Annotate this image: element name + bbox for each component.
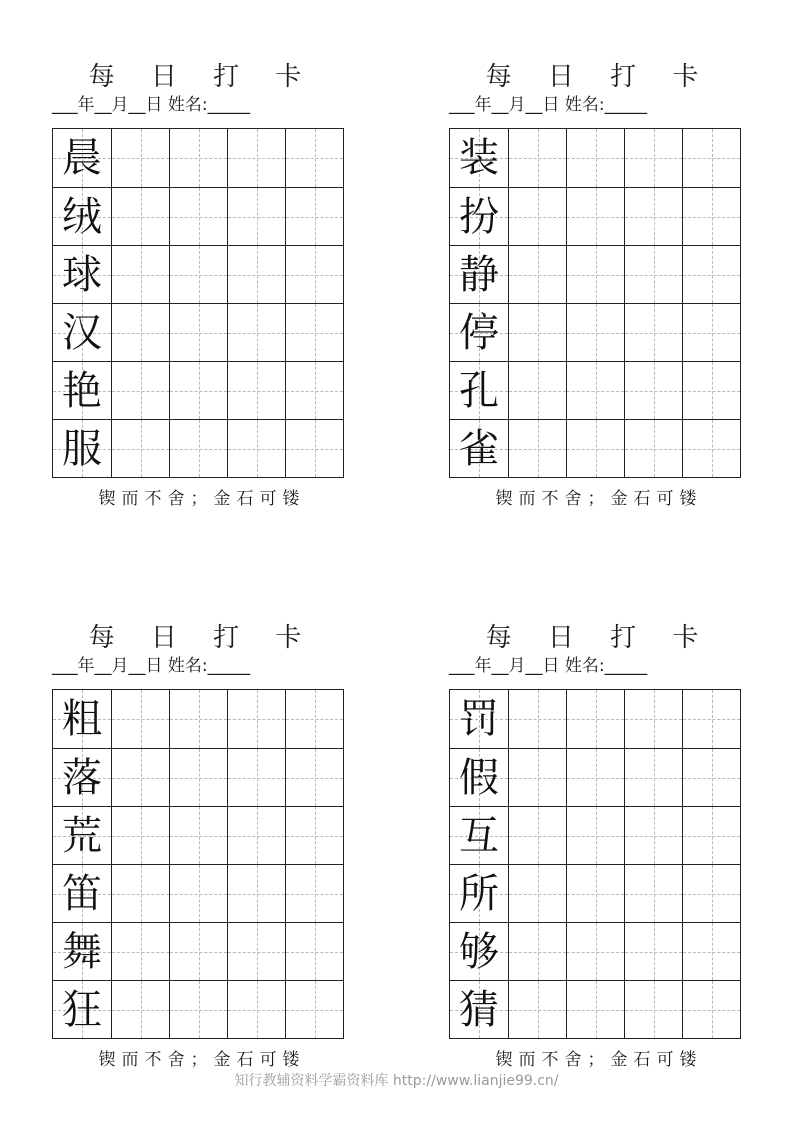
grid-cell [566,865,624,922]
grid-row [450,361,740,419]
grid-row [450,245,740,303]
grid-cell [169,981,227,1038]
grid-cell [111,188,169,245]
grid-cell [566,129,624,187]
practice-character: 球 [62,252,102,298]
writing-grid [52,689,344,1039]
grid-cell [450,981,508,1038]
practice-character: 汉 [62,310,102,356]
grid-cell [450,749,508,806]
practice-character: 艳 [62,368,102,414]
grid-cell [508,923,566,980]
practice-character: 舞 [62,929,102,975]
grid-cell [111,749,169,806]
grid-cell [169,807,227,864]
grid-cell [450,690,508,748]
grid-cell [169,923,227,980]
card-title: 每 日 打 卡 [485,62,713,92]
grid-cell [450,246,508,303]
grid-cell [169,129,227,187]
grid-row [53,864,343,922]
grid-cell [111,129,169,187]
practice-character: 扮 [459,194,499,240]
grid-cell [227,246,285,303]
date-name-line: ___年__月__日 姓名:_____ [449,656,648,676]
grid-cell [285,865,343,922]
grid-cell [285,188,343,245]
grid-cell [285,981,343,1038]
grid-cell [227,362,285,419]
grid-cell [227,749,285,806]
grid-cell [169,188,227,245]
grid-cell [450,129,508,187]
practice-character: 罚 [459,696,499,742]
grid-row [53,129,343,187]
grid-cell [227,807,285,864]
grid-cell [169,865,227,922]
grid-cell [624,981,682,1038]
grid-cell [682,420,740,477]
grid-cell [227,690,285,748]
grid-cell [111,690,169,748]
grid-cell [111,865,169,922]
practice-character: 狂 [62,987,102,1033]
grid-row [53,361,343,419]
grid-cell [566,690,624,748]
grid-cell [169,420,227,477]
grid-cell [111,981,169,1038]
motto: 锲而不舍；金石可镂 [495,1050,703,1070]
grid-cell [624,807,682,864]
grid-cell [508,188,566,245]
grid-cell [566,749,624,806]
grid-row [53,690,343,748]
practice-character: 笛 [62,871,102,917]
grid-cell [566,807,624,864]
card-title: 每 日 打 卡 [88,62,316,92]
writing-grid [449,128,741,478]
grid-cell [508,981,566,1038]
grid-cell [566,304,624,361]
grid-cell [111,807,169,864]
grid-cell [227,420,285,477]
grid-cell [624,246,682,303]
grid-cell [508,749,566,806]
grid-cell [682,981,740,1038]
grid-row [53,303,343,361]
footer-watermark: 知行教辅资料学霸资料库 http://www.lianjie99.cn/ [234,1073,559,1089]
grid-cell [624,129,682,187]
grid-cell [285,923,343,980]
grid-cell [285,749,343,806]
grid-cell [624,362,682,419]
grid-cell [285,420,343,477]
practice-character: 绒 [62,194,102,240]
grid-row [450,419,740,477]
card-title: 每 日 打 卡 [485,623,713,653]
grid-cell [508,420,566,477]
grid-cell [227,188,285,245]
grid-cell [285,690,343,748]
grid-cell [285,807,343,864]
grid-cell [53,923,111,980]
grid-row [53,187,343,245]
grid-cell [682,304,740,361]
grid-row [450,303,740,361]
practice-character: 荒 [62,813,102,859]
grid-row [450,980,740,1038]
grid-row [53,922,343,980]
grid-cell [111,923,169,980]
grid-cell [624,690,682,748]
practice-character: 雀 [459,426,499,472]
practice-character: 装 [459,135,499,181]
grid-cell [227,865,285,922]
grid-row [53,245,343,303]
grid-cell [53,362,111,419]
grid-cell [111,304,169,361]
grid-cell [169,690,227,748]
grid-row [450,748,740,806]
practice-character: 粗 [62,696,102,742]
grid-cell [53,749,111,806]
grid-cell [450,923,508,980]
grid-cell [53,865,111,922]
grid-cell [508,129,566,187]
grid-cell [682,188,740,245]
grid-cell [285,129,343,187]
grid-cell [169,749,227,806]
practice-character: 孔 [459,368,499,414]
grid-cell [285,304,343,361]
practice-character: 假 [459,755,499,801]
practice-character: 服 [62,426,102,472]
grid-cell [566,981,624,1038]
grid-cell [450,865,508,922]
grid-cell [682,129,740,187]
grid-row [450,806,740,864]
grid-cell [53,304,111,361]
grid-cell [53,129,111,187]
grid-row [450,129,740,187]
grid-cell [111,246,169,303]
grid-cell [682,865,740,922]
grid-cell [682,749,740,806]
card-title: 每 日 打 卡 [88,623,316,653]
grid-cell [169,362,227,419]
grid-row [450,187,740,245]
grid-cell [566,246,624,303]
grid-cell [450,188,508,245]
grid-cell [285,246,343,303]
practice-character: 落 [62,755,102,801]
grid-cell [450,420,508,477]
grid-cell [624,749,682,806]
grid-cell [285,362,343,419]
grid-cell [624,420,682,477]
grid-cell [169,246,227,303]
grid-cell [111,420,169,477]
grid-cell [508,246,566,303]
practice-character: 所 [459,871,499,917]
grid-cell [227,304,285,361]
grid-row [450,922,740,980]
writing-grid [449,689,741,1039]
practice-character: 停 [459,310,499,356]
grid-cell [111,362,169,419]
grid-row [450,690,740,748]
grid-cell [566,923,624,980]
grid-cell [624,304,682,361]
grid-cell [169,304,227,361]
grid-cell [566,362,624,419]
motto: 锲而不舍；金石可镂 [98,489,306,509]
motto: 锲而不舍；金石可镂 [495,489,703,509]
grid-cell [227,923,285,980]
date-name-line: ___年__月__日 姓名:_____ [449,95,648,115]
grid-cell [450,807,508,864]
grid-row [53,748,343,806]
grid-cell [624,865,682,922]
grid-cell [566,420,624,477]
grid-cell [682,807,740,864]
grid-cell [508,807,566,864]
grid-cell [53,981,111,1038]
practice-character: 够 [459,929,499,975]
grid-cell [624,188,682,245]
practice-character: 晨 [62,135,102,181]
date-name-line: ___年__月__日 姓名:_____ [52,95,251,115]
practice-character: 互 [459,813,499,859]
grid-cell [53,188,111,245]
date-name-line: ___年__月__日 姓名:_____ [52,656,251,676]
grid-cell [508,690,566,748]
grid-cell [508,362,566,419]
practice-character: 猜 [459,987,499,1033]
grid-row [53,980,343,1038]
grid-cell [682,690,740,748]
grid-cell [508,304,566,361]
grid-cell [53,246,111,303]
grid-cell [508,865,566,922]
practice-character: 静 [459,252,499,298]
grid-cell [624,923,682,980]
grid-cell [682,246,740,303]
grid-cell [682,923,740,980]
grid-row [53,419,343,477]
grid-cell [450,362,508,419]
grid-cell [53,807,111,864]
grid-cell [227,981,285,1038]
grid-cell [566,188,624,245]
grid-cell [53,690,111,748]
grid-row [53,806,343,864]
motto: 锲而不舍；金石可镂 [98,1050,306,1070]
grid-cell [53,420,111,477]
writing-grid [52,128,344,478]
grid-row [450,864,740,922]
grid-cell [227,129,285,187]
grid-cell [682,362,740,419]
grid-cell [450,304,508,361]
